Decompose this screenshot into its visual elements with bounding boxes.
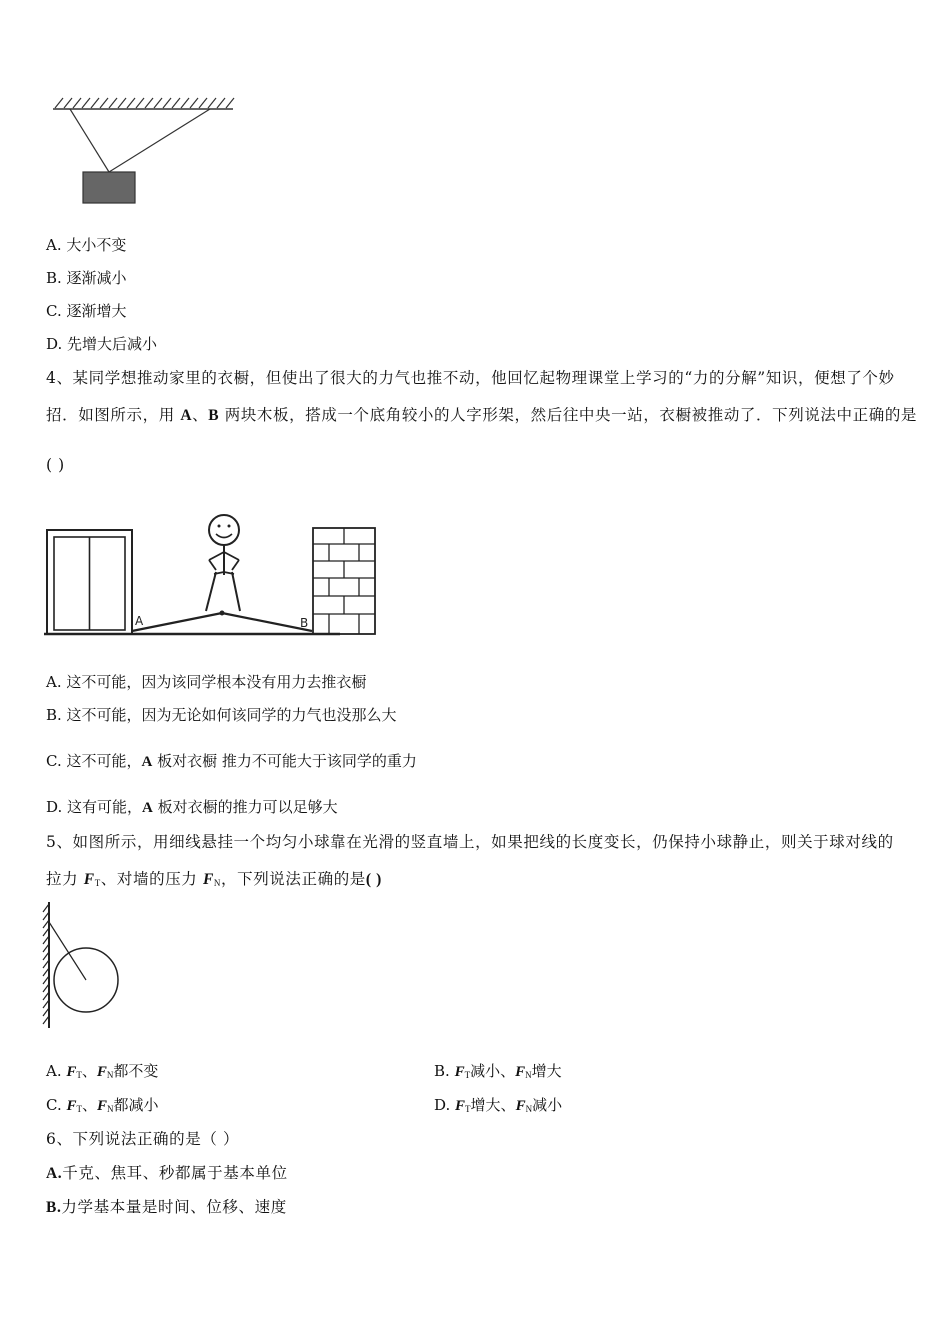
- q3-option-c: C. 逐渐增大: [46, 302, 127, 320]
- q5-option-d: D. $F_T$增大、$F_N$减小: [434, 1096, 563, 1114]
- q5-option-b: B. $F_T$减小、$F_N$增大: [434, 1062, 562, 1080]
- label-a: A: [135, 614, 144, 628]
- q5-stem-line1: 5、如图所示，用细线悬挂一个均匀小球靠在光滑的竖直墙上，如果把线的长度变长，仍保持小球静止，则关于球对线的: [46, 833, 894, 851]
- q4-stem-line2: 招．如图所示，用 A、B 两块木板，搭成一个底角较小的人字形架，然后往中央一站，衣橱被推动了．下列说法中正确的是: [46, 406, 918, 424]
- q5-stem-line2: 拉力 $F_T$、对墙的压力 $F_N$，下列说法正确的是( ): [46, 870, 382, 888]
- label-b: B: [300, 616, 309, 630]
- wardrobe-figure: [44, 510, 384, 640]
- q4-option-a: A. 这不可能，因为该同学根本没有用力去推衣橱: [46, 673, 367, 691]
- q4-stem-line1: 4、某同学想推动家里的衣橱，但使出了很大的力气也推不动，他回忆起物理课堂上学习的“力的分解”知识，便想了个妙: [46, 369, 895, 387]
- q5-option-c: C. $F_T$、$F_N$都减小: [46, 1096, 159, 1114]
- q4-option-c: C. 这不可能，A 板对衣橱 推力不可能大于该同学的重力: [46, 752, 417, 770]
- q3-option-d: D. 先增大后减小: [46, 335, 158, 353]
- q4-option-b: B. 这不可能，因为无论如何该同学的力气也没那么大: [46, 706, 397, 724]
- q6-stem: 6、下列说法正确的是（ ）: [46, 1130, 240, 1148]
- q5-option-a: A. $F_T$、$F_N$都不变: [46, 1062, 159, 1080]
- q3-option-a: A. 大小不变: [46, 236, 127, 254]
- q3-option-b: B. 逐渐减小: [46, 269, 127, 287]
- q6-option-a: A.千克、焦耳、秒都属于基本单位: [46, 1164, 288, 1182]
- q4-answer-paren: ( ): [46, 456, 65, 474]
- q4-option-d: D. 这有可能，A 板对衣橱的推力可以足够大: [46, 798, 338, 816]
- hanging-block-figure: [50, 95, 240, 210]
- q6-option-b: B.力学基本量是时间、位移、速度: [46, 1198, 287, 1216]
- ball-wall-figure: [40, 900, 130, 1035]
